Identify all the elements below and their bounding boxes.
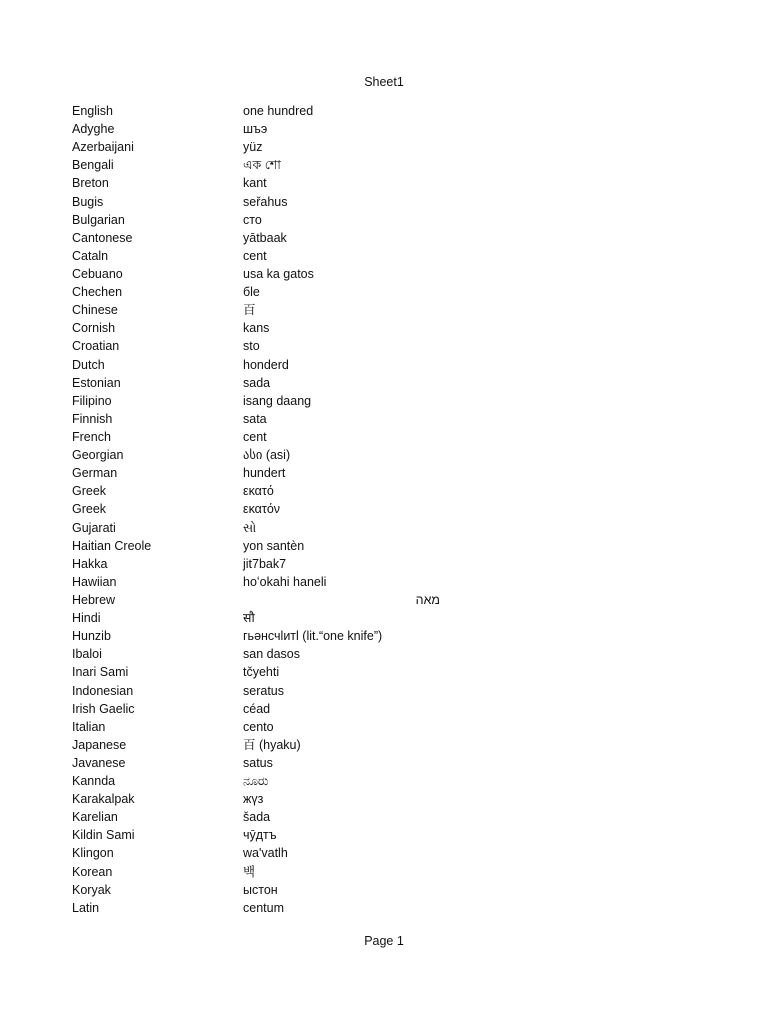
number-word-cell: seratus [243, 683, 284, 698]
language-cell: Cataln [72, 248, 109, 263]
number-word-cell: sada [243, 375, 271, 390]
number-word-cell: sto [243, 339, 260, 354]
table-row [0, 826, 768, 844]
table-row [0, 247, 768, 265]
language-cell: Azerbaijani [72, 140, 134, 155]
table-row [0, 844, 768, 862]
language-cell: Bengali [72, 158, 114, 173]
number-word-cell: hundert [243, 466, 286, 481]
language-cell: Georgian [72, 448, 124, 463]
number-word-cell: ыстон [243, 882, 278, 897]
language-cell: Bugis [72, 194, 104, 209]
language-cell: Croatian [72, 339, 120, 354]
number-word-cell: cento [243, 719, 274, 734]
table-row [0, 482, 768, 500]
language-cell: Cebuano [72, 266, 123, 281]
number-word-cell: isang daang [243, 393, 312, 408]
table-row [0, 283, 768, 301]
language-cell: Karakalpak [72, 792, 135, 807]
table-row [0, 319, 768, 337]
sheet-title: Sheet1 [364, 75, 404, 89]
table-row [0, 808, 768, 826]
number-word-cell: гьəнсчlитl (lit.“one knife”) [243, 629, 383, 644]
number-word-cell: kans [243, 321, 270, 336]
number-word-cell: šada [243, 810, 271, 825]
table-row [0, 337, 768, 355]
language-cell: Bulgarian [72, 212, 125, 227]
language-cell: Japanese [72, 737, 127, 752]
language-cell: Haitian Creole [72, 538, 152, 553]
number-word-cell: सौ [243, 611, 255, 626]
number-word-cell: usa ka gatos [243, 266, 314, 281]
table-row [0, 555, 768, 573]
table-row [0, 645, 768, 663]
table-row [0, 682, 768, 700]
table-row [0, 464, 768, 482]
table-row [0, 265, 768, 283]
table-row [0, 428, 768, 446]
number-word-cell: εκατόν [243, 502, 281, 517]
language-cell: Klingon [72, 846, 114, 861]
language-cell: Cornish [72, 321, 116, 336]
number-word-cell: one hundred [243, 104, 314, 118]
table-row [0, 718, 768, 736]
table-row [0, 174, 768, 192]
number-word-cell: ასი (asi) [243, 448, 291, 463]
number-word-cell: cent [243, 429, 267, 444]
table-row [0, 500, 768, 518]
number-word-cell: yüz [243, 140, 263, 155]
table-row [0, 537, 768, 555]
table-row [0, 211, 768, 229]
language-cell: Korean [72, 864, 113, 879]
number-word-cell: 百 (hyaku) [243, 737, 301, 752]
language-cell: Hawiian [72, 574, 117, 589]
language-cell: Finnish [72, 411, 113, 426]
page-footer: Page 1 [364, 934, 404, 948]
language-cell: Karelian [72, 810, 118, 825]
table-row [0, 193, 768, 211]
language-table [0, 102, 768, 917]
language-cell: Hunzib [72, 629, 111, 644]
table-row [0, 301, 768, 319]
table-row [0, 881, 768, 899]
language-cell: French [72, 429, 111, 444]
number-word-cell: wa'vatlh [243, 846, 288, 861]
number-word-cell: satus [243, 755, 273, 770]
number-word-cell: чӯдтъ [243, 828, 277, 843]
number-word-cell: seřahus [243, 194, 288, 209]
number-word-cell: jit7bak7 [243, 556, 287, 571]
language-cell: Chechen [72, 285, 123, 300]
language-cell: Estonian [72, 375, 121, 390]
language-cell: Kildin Sami [72, 828, 135, 843]
table-row [0, 374, 768, 392]
number-word-cell: ನೂರು [243, 774, 269, 789]
table-row [0, 410, 768, 428]
number-word-cell: yon santèn [243, 538, 305, 553]
number-word-cell: εκατό [243, 484, 274, 499]
number-word-cell: מאה [415, 592, 440, 607]
language-cell: Filipino [72, 393, 112, 408]
table-row [0, 120, 768, 138]
number-word-cell: сто [243, 212, 262, 227]
number-word-cell: бle [243, 285, 260, 300]
number-word-cell: san dasos [243, 647, 300, 662]
number-word-cell: kant [243, 176, 267, 191]
table-row [0, 446, 768, 464]
table-row [0, 863, 768, 881]
language-cell: Gujarati [72, 520, 116, 535]
language-cell: Hakka [72, 556, 108, 571]
number-word-cell: સો [243, 520, 257, 535]
number-word-cell: yātbaak [243, 230, 287, 245]
table-row [0, 700, 768, 718]
language-cell: Irish Gaelic [72, 701, 135, 716]
number-word-cell: sata [243, 411, 267, 426]
language-cell: Greek [72, 484, 107, 499]
language-cell: Hebrew [72, 592, 116, 607]
table-row [0, 772, 768, 790]
table-row [0, 102, 768, 120]
language-cell: English [72, 104, 113, 118]
table-row [0, 627, 768, 645]
number-word-cell: шъэ [243, 122, 268, 137]
number-word-cell: 백 [243, 864, 256, 879]
table-row [0, 138, 768, 156]
table-row [0, 754, 768, 772]
number-word-cell: centum [243, 900, 284, 915]
language-cell: Breton [72, 176, 109, 191]
table-row [0, 790, 768, 808]
table-row [0, 356, 768, 374]
number-word-cell: tčyehti [243, 665, 280, 680]
number-word-cell: жүз [243, 792, 264, 807]
language-cell: Koryak [72, 882, 111, 897]
language-cell: German [72, 466, 118, 481]
table-row [0, 392, 768, 410]
language-cell: Ibaloi [72, 647, 102, 662]
table-row [0, 229, 768, 247]
language-cell: Adyghe [72, 122, 115, 137]
number-word-cell: cent [243, 248, 267, 263]
number-word-cell: honderd [243, 357, 289, 372]
number-word-cell: এক শো [243, 158, 281, 173]
language-cell: Indonesian [72, 683, 134, 698]
language-cell: Kannda [72, 774, 116, 789]
language-cell: Inari Sami [72, 665, 129, 680]
language-cell: Greek [72, 502, 107, 517]
language-cell: Hindi [72, 611, 101, 626]
table-row [0, 591, 768, 609]
language-cell: Latin [72, 900, 100, 915]
number-word-cell: céad [243, 701, 271, 716]
language-cell: Javanese [72, 755, 126, 770]
language-cell: Dutch [72, 357, 105, 372]
number-word-cell: hoʻokahi haneli [243, 574, 327, 589]
language-cell: Cantonese [72, 230, 133, 245]
table-row [0, 573, 768, 591]
language-cell: Chinese [72, 303, 118, 318]
table-row [0, 663, 768, 681]
table-row [0, 519, 768, 537]
number-word-cell: 百 [243, 303, 256, 318]
table-row [0, 156, 768, 174]
table-row [0, 899, 768, 917]
table-row [0, 609, 768, 627]
language-cell: Italian [72, 719, 106, 734]
table-row [0, 736, 768, 754]
